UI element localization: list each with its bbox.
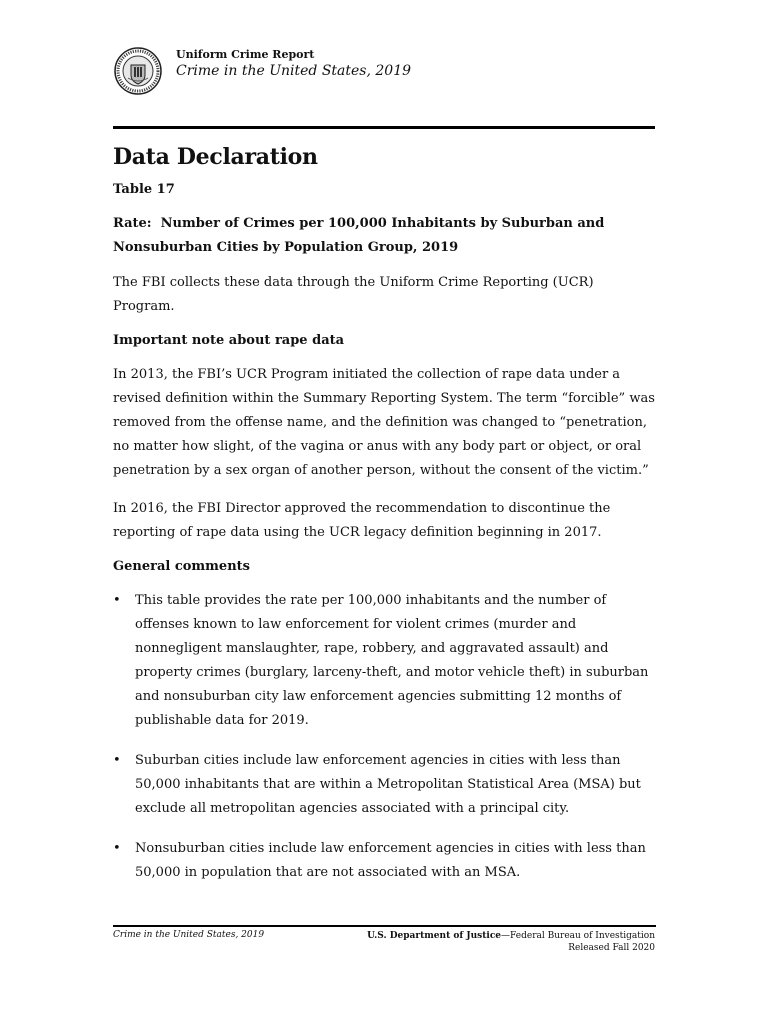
report-name: Uniform Crime Report — [176, 48, 315, 61]
comment-text: Suburban cities include law enforcement agencies in cities with less than 50,000 inhabitants that are within a Metropolitan Statistical Area (MSA) but exclude all metropolitan agencies associated with a principal city. — [135, 753, 641, 816]
bullet-icon: • — [113, 841, 121, 856]
table-number: Table 17 — [113, 182, 175, 197]
rate-title-line1: Rate: Number of Crimes per 100,000 Inhabitants by Suburban and — [113, 216, 605, 231]
document-body — [113, 144, 658, 901]
list-item — [113, 589, 658, 733]
footer-publication: Crime in the United States, 2019 — [113, 930, 265, 940]
list-item — [113, 837, 658, 885]
general-comments-heading: General comments — [113, 559, 250, 574]
footer-released: Released Fall 2020 — [568, 943, 655, 953]
bullet-icon: • — [113, 593, 121, 608]
header-rule — [113, 126, 655, 129]
footer-dept: U.S. Department of Justice — [367, 931, 502, 941]
rape-paragraph-2: In 2016, the FBI Director approved the recommendation to discontinue the reporting of rape data using the UCR legacy definition beginning in 2017. — [113, 501, 611, 540]
list-item — [113, 749, 658, 821]
footer-agency — [367, 930, 655, 954]
rate-title-line2: Nonsuburban Cities by Population Group, 2019 — [113, 240, 459, 255]
bullet-icon: • — [113, 753, 121, 768]
page-title: Data Declaration — [113, 144, 318, 170]
fbi-seal-icon — [114, 47, 162, 95]
footer-bureau: —Federal Bureau of Investigation — [501, 931, 655, 941]
rate-title — [113, 212, 658, 260]
comments-list — [113, 589, 658, 885]
comment-text: Nonsuburban cities include law enforcement agencies in cities with less than 50,000 in population that are not associated with an MSA. — [135, 841, 646, 880]
rape-paragraph-1: In 2013, the FBI’s UCR Program initiated the collection of rape data under a revised definition within the Summary Reporting System. The term “forcible” was removed from the offense name, and the definition was changed to “penetration, no matter how slight, of the vagina or anus with any body part or object, or oral penetration by a sex organ of another person, without the consent of the victim.” — [113, 367, 655, 478]
footer-rule — [113, 925, 656, 927]
publication-title: Crime in the United States, 2019 — [176, 63, 412, 79]
intro-paragraph: The FBI collects these data through the Uniform Crime Reporting (UCR) Program. — [113, 275, 594, 314]
comment-text: This table provides the rate per 100,000 inhabitants and the number of offenses known to law enforcement for violent crimes (murder and nonnegligent manslaughter, rape, robbery, and aggravated assault) and property crimes (burglary, larceny-theft, and motor vehicle theft) in suburban and nonsuburban city law enforcement agencies submitting 12 months of publishable data for 2019. — [135, 593, 649, 728]
footer-agency-line — [367, 930, 655, 942]
rape-data-heading: Important note about rape data — [113, 333, 345, 348]
